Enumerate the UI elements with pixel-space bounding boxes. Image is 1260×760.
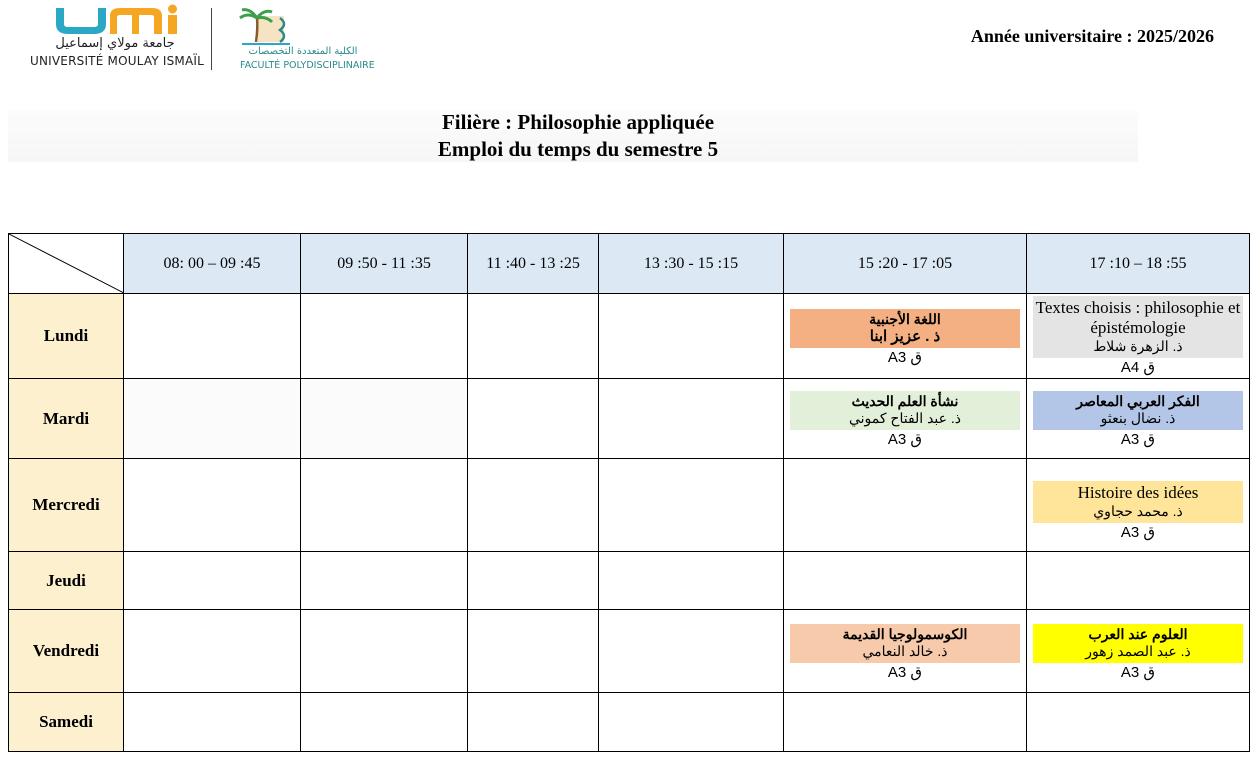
- faculty-name-latin: FACULTÉ POLYDISCIPLINAIRE: [240, 60, 375, 71]
- timetable-cell: [301, 610, 468, 693]
- timetable-cell: [468, 459, 599, 552]
- day-label: Mardi: [9, 379, 124, 459]
- course-name: الكوسمولوجيا القديمة: [842, 625, 968, 642]
- timetable-cell: [468, 610, 599, 693]
- room-label: ق A3: [1120, 663, 1156, 681]
- timetable-cell: [124, 552, 301, 610]
- day-label: Mercredi: [9, 459, 124, 552]
- timetable-cell: [124, 610, 301, 693]
- day-label: Lundi: [9, 294, 124, 379]
- timetable-cell: [784, 693, 1027, 752]
- timetable-cell: [1027, 459, 1250, 552]
- timetable-cell: [599, 379, 784, 459]
- timetable-cell: [784, 459, 1027, 552]
- time-slot-header: 11 :40 - 13 :25: [468, 234, 599, 294]
- timetable-cell: [1027, 693, 1250, 752]
- timetable-cell: [1027, 379, 1250, 459]
- course-block: [790, 309, 1020, 348]
- course-name: العلوم عند العرب: [1088, 625, 1188, 642]
- faculty-name-arabic: الكلية المتعددة التخصصات: [248, 46, 358, 57]
- timetable-cell: [124, 379, 301, 459]
- timetable-cell: [301, 552, 468, 610]
- teacher-name: ذ. خالد النعامي: [862, 642, 948, 659]
- timetable-cell: [784, 610, 1027, 693]
- day-label: Jeudi: [9, 552, 124, 610]
- corner-cell: [9, 234, 124, 294]
- timetable-cell: [124, 459, 301, 552]
- course-name: نشأة العلم الحديث: [851, 393, 959, 409]
- teacher-name: ذ. نضال بنعثو: [1100, 410, 1176, 426]
- timetable-cell: [599, 610, 784, 693]
- timetable-cell: [468, 693, 599, 752]
- room-label: ق A3: [887, 431, 923, 448]
- time-slot-header: 17 :10 – 18 :55: [1027, 234, 1250, 294]
- umi-logo: [30, 4, 210, 70]
- timetable-cell: [301, 459, 468, 552]
- course-block: [1033, 624, 1243, 663]
- timetable-cell: [1027, 294, 1250, 379]
- timetable-cell: [599, 552, 784, 610]
- course-name: الفكر العربي المعاصر: [1076, 393, 1200, 409]
- day-row-vendredi: [9, 610, 1250, 693]
- schedule-title: Emploi du temps du semestre 5: [437, 137, 719, 161]
- timetable-cell: [1027, 610, 1250, 693]
- timetable-header-row: [9, 234, 1250, 294]
- day-row-lundi: [9, 294, 1250, 379]
- teacher-name: ذ. عبد الفتاح كموني: [848, 410, 962, 426]
- title-block: [8, 110, 1138, 162]
- time-slot-header: 15 :20 - 17 :05: [784, 234, 1027, 294]
- time-slot-header: 09 :50 - 11 :35: [301, 234, 468, 294]
- timetable: [8, 233, 1250, 752]
- timetable-cell: [599, 294, 784, 379]
- timetable-cell: [301, 294, 468, 379]
- day-row-mardi: [9, 379, 1250, 459]
- time-slot-header: 13 :30 - 15 :15: [599, 234, 784, 294]
- room-label: ق A3: [887, 348, 923, 366]
- day-row-samedi: [9, 693, 1250, 752]
- timetable-cell: [124, 294, 301, 379]
- timetable-cell: [301, 693, 468, 752]
- timetable-cell: [599, 459, 784, 552]
- course-block: [1033, 391, 1243, 430]
- course-block: [1033, 296, 1243, 358]
- room-label: ق A4: [1120, 359, 1156, 376]
- day-label: Samedi: [9, 693, 124, 752]
- timetable-cell: [599, 693, 784, 752]
- faculty-logo: [228, 6, 378, 72]
- teacher-name: ذ . عزيز ابنا: [869, 327, 941, 345]
- umi-logo-mark-icon: [54, 4, 204, 38]
- day-label: Vendredi: [9, 610, 124, 693]
- day-row-jeudi: [9, 552, 1250, 610]
- timetable-cell: [784, 379, 1027, 459]
- program-title: Filière : Philosophie appliquée: [441, 110, 715, 134]
- room-label: ق A3: [1120, 431, 1156, 448]
- timetable-cell: [124, 693, 301, 752]
- timetable-cell: [468, 379, 599, 459]
- timetable-cell: [301, 379, 468, 459]
- course-block: [1033, 481, 1243, 523]
- palm-tree-icon: [236, 6, 296, 50]
- academic-year: Année universitaire : 2025/2026: [970, 26, 1214, 46]
- timetable-cell: [468, 552, 599, 610]
- timetable-cell: [784, 294, 1027, 379]
- timetable-cell: [1027, 552, 1250, 610]
- timetable-cell: [784, 552, 1027, 610]
- room-label: ق A3: [1120, 524, 1156, 541]
- course-block: [790, 391, 1020, 430]
- teacher-name: ذ. الزهرة شلاط: [1093, 338, 1183, 354]
- course-block: [790, 624, 1020, 663]
- course-name: اللغة الأجنبية: [869, 310, 941, 327]
- course-name: Histoire des idées: [1077, 483, 1199, 502]
- university-name-arabic: جامعة مولاي إسماعيل: [55, 36, 175, 51]
- day-row-mercredi: [9, 459, 1250, 552]
- diagonal-divider-icon: [9, 234, 124, 293]
- university-name-latin: UNIVERSITÉ MOULAY ISMAÏL: [30, 54, 205, 68]
- room-label: ق A3: [887, 663, 923, 681]
- timetable-cell: [468, 294, 599, 379]
- teacher-name: ذ. محمد حجاوي: [1093, 503, 1183, 519]
- teacher-name: ذ. عبد الصمد زهور: [1085, 642, 1191, 659]
- logo-divider: [211, 8, 212, 70]
- course-name: Textes choisis : philosophie et épistémologie: [1035, 298, 1241, 337]
- time-slot-header: 08: 00 – 09 :45: [124, 234, 301, 294]
